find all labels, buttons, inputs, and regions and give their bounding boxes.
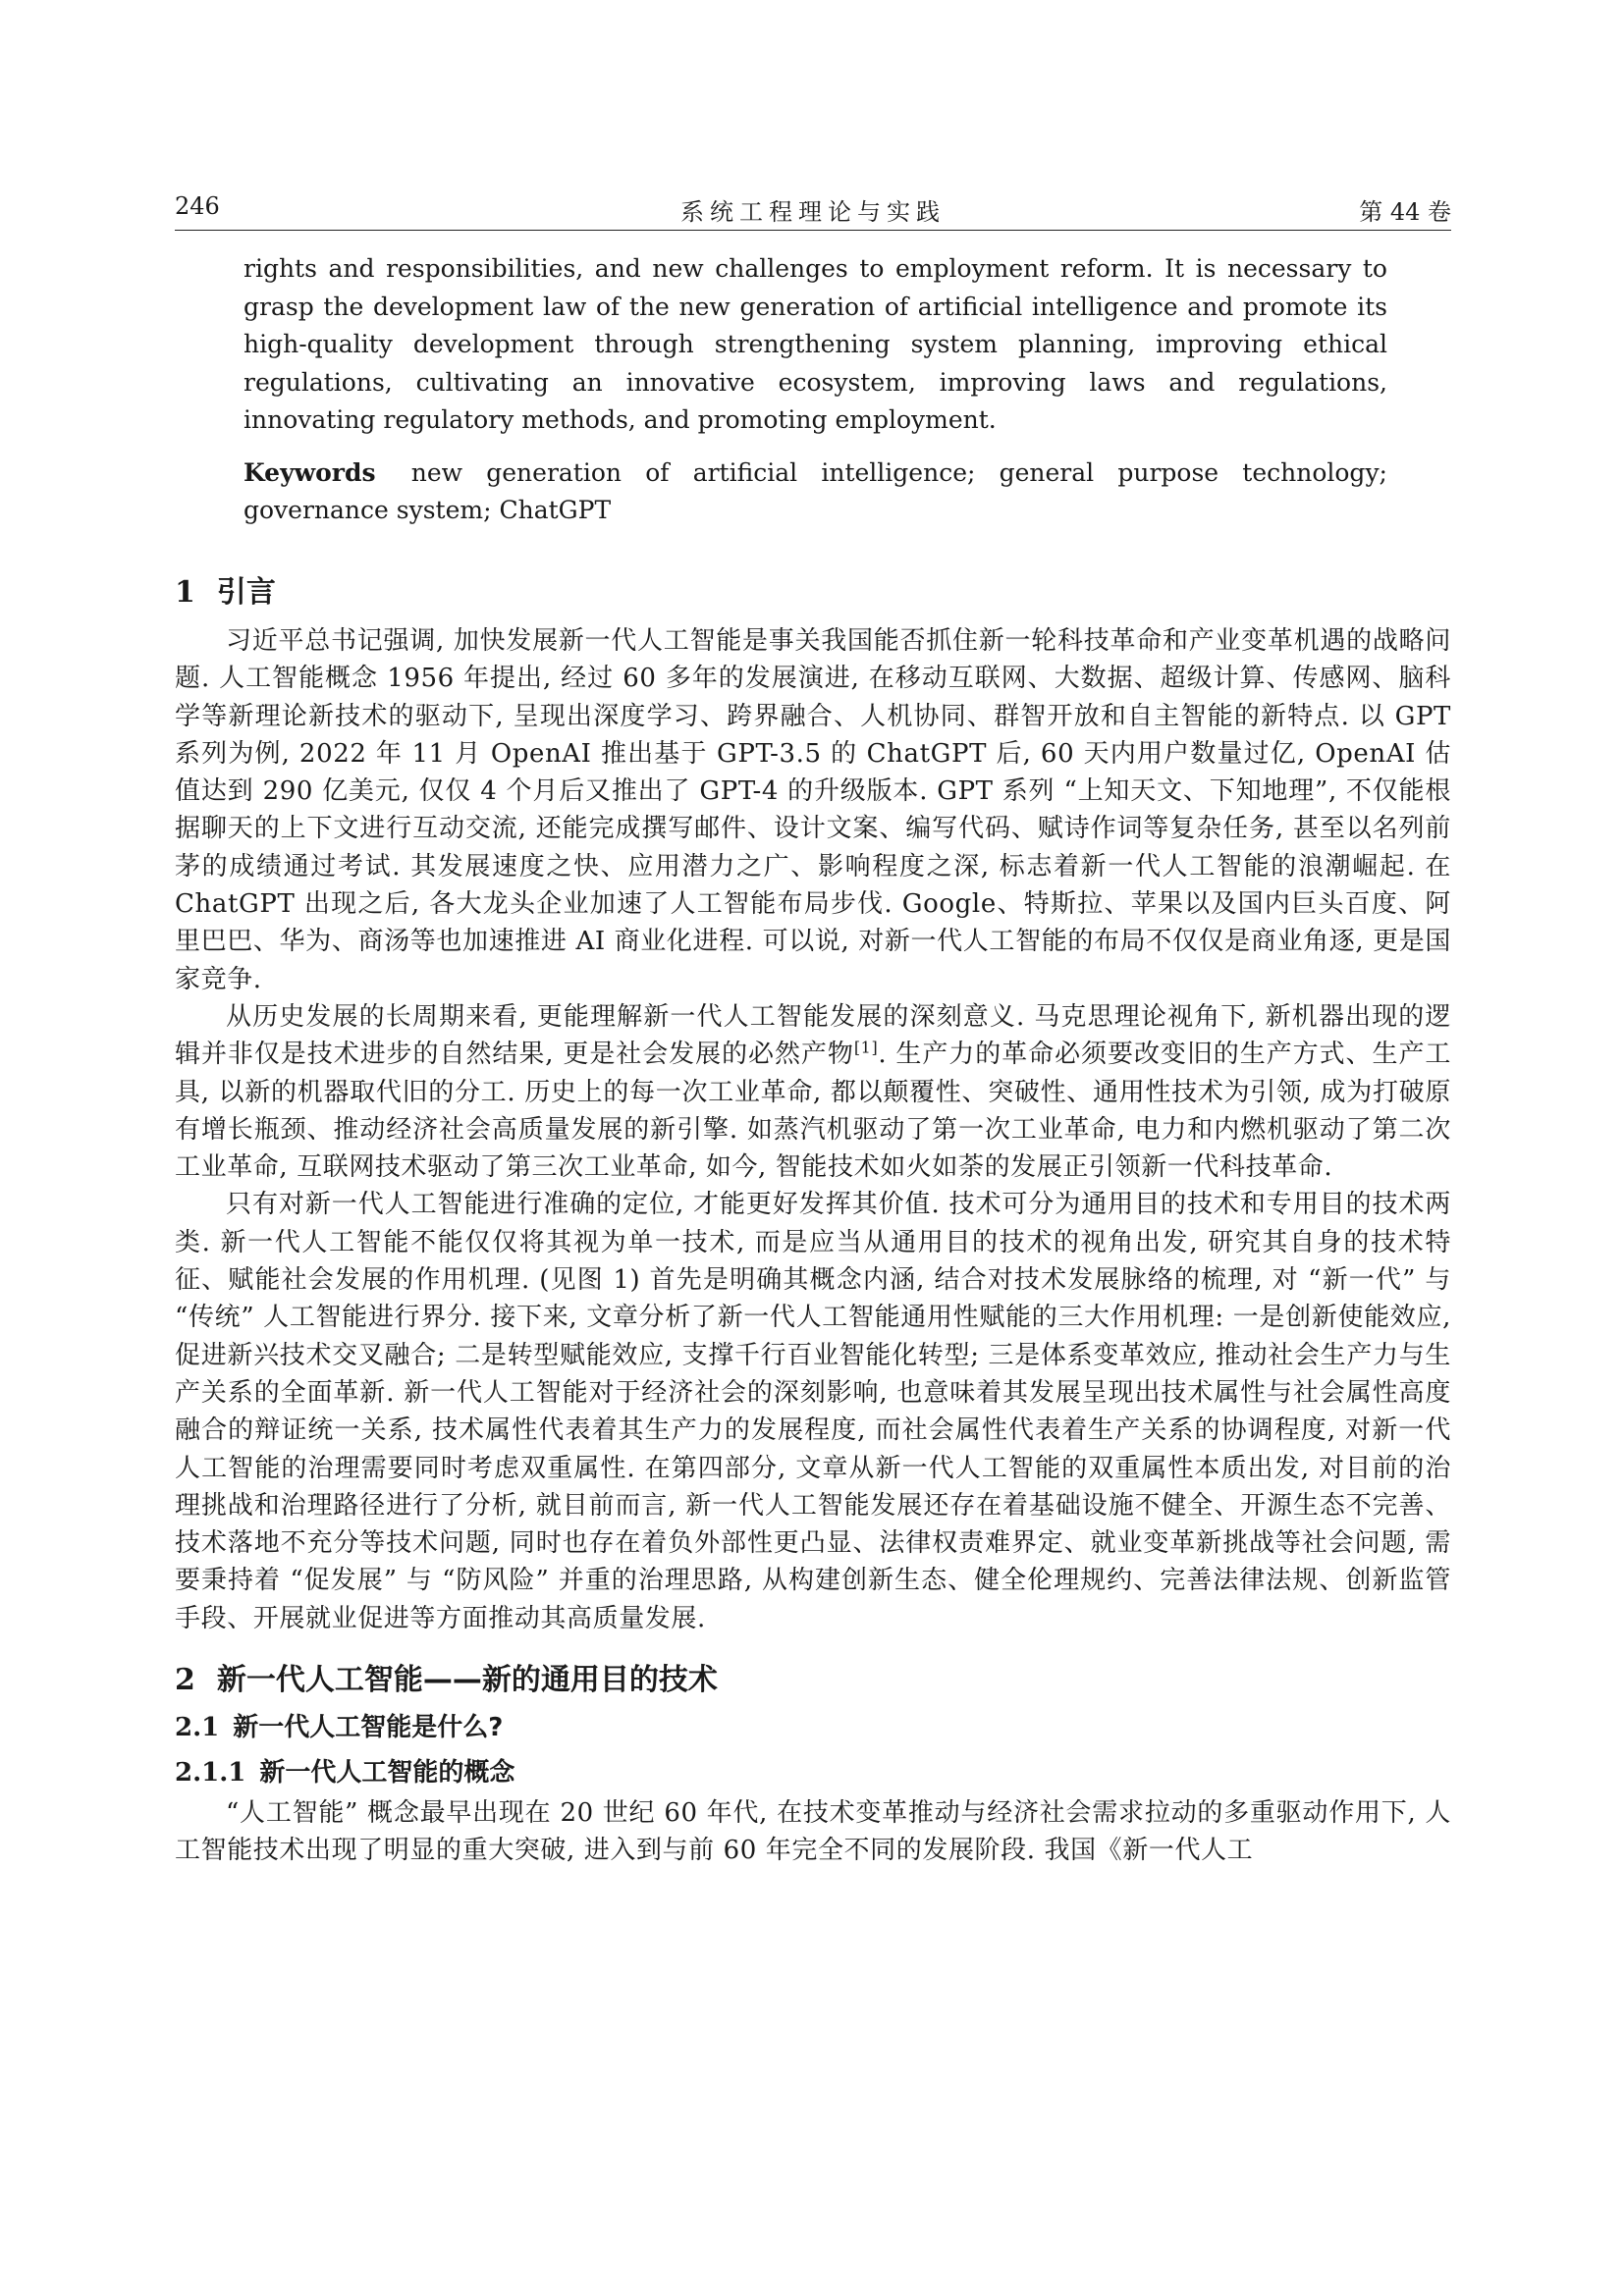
section-number: 2: [175, 1663, 195, 1698]
subsection-number: 2.1.1: [175, 1758, 246, 1789]
subsection-title: 新一代人工智能的概念: [259, 1758, 515, 1789]
paragraph-text: 从历史发展的长周期来看, 更能理解新一代人工智能发展的深刻意义. 马克思理论视角下, 新机器出现的逻辑并非仅是技术进步的自然结果, 更是社会发展的必然产物: [175, 1001, 1451, 1070]
section-title: 引言: [216, 575, 276, 610]
keywords-text: new generation of artificial intelligence; general purpose technology; governance system; ChatGPT: [244, 457, 1387, 524]
running-header: [175, 192, 1451, 232]
header-rule: [175, 230, 1451, 231]
subsection-title: 新一代人工智能是什么?: [233, 1713, 504, 1743]
section-2-heading: [175, 1659, 1451, 1702]
paragraph-intro-3: 只有对新一代人工智能进行准确的定位, 才能更好发挥其价值. 技术可分为通用目的技术和专用目的技术两类. 新一代人工智能不能仅仅将其视为单一技术, 而是应当从通用目的技术的视角出发, 研究其自身的技术特征、赋能社会发展的作用机理. (见图 1) 首先是明确其概念内涵, 结合对技术发展脉络的梳理, 对 “新一代” 与 “传统” 人工智能进行界分. 接下来, 文章分析了新一代人工智能通用性赋能的三大作用机理: 一是创新使能效应, 促进新兴技术交叉融合; 二是转型赋能效应, 支撑千行百业智能化转型; 三是体系变革效应, 推动社会生产力与生产关系的全面革新. 新一代人工智能对于经济社会的深刻影响, 也意味着其发展呈现出技术属性与社会属性高度融合的辩证统一关系, 技术属性代表着其生产力的发展程度, 而社会属性代表着生产关系的协调程度, 对新一代人工智能的治理需要同时考虑双重属性. 在第四部分, 文章从新一代人工智能的双重属性本质出发, 对目前的治理挑战和治理路径进行了分析, 就目前而言, 新一代人工智能发展还存在着基础设施不健全、开源生态不完善、技术落地不充分等技术问题, 同时也存在着负外部性更凸显、法律权责难界定、就业变革新挑战等社会问题, 需要秉持着 “促发展” 与 “防风险” 并重的治理思路, 从构建创新生态、健全伦理规约、完善法律法规、创新监管手段、开展就业促进等方面推动其高质量发展.: [175, 1190, 1451, 1633]
paragraph-intro-1: 习近平总书记强调, 加快发展新一代人工智能是事关我国能否抓住新一轮科技革命和产业变革机遇的战略问题. 人工智能概念 1956 年提出, 经过 60 多年的发展演进, 在移动互联网、大数据、超级计算、传感网、脑科学等新理论新技术的驱动下, 呈现出深度学习、跨界融合、人机协同、群智开放和自主智能的新特点. 以 GPT 系列为例, 2022 年 11 月 OpenAI 推出基于 GPT-3.5 的 ChatGPT 后, 60 天内用户数量过亿, OpenAI 估值达到 290 亿美元, 仅仅 4 个月后又推出了 GPT-4 的升级版本. GPT 系列 “上知天文、下知地理”, 不仅能根据聊天的上下文进行互动交流, 还能完成撰写邮件、设计文案、编写代码、赋诗作词等复杂任务, 甚至以名列前茅的成绩通过考试. 其发展速度之快、应用潜力之广、影响程度之深, 标志着新一代人工智能的浪潮崛起. 在 ChatGPT 出现之后, 各大龙头企业加速了人工智能布局步伐. Google、特斯拉、苹果以及国内巨头百度、阿里巴巴、华为、商汤等也加速推进 AI 商业化进程. 可以说, 对新一代人工智能的布局不仅仅是商业角逐, 更是国家竞争.: [175, 626, 1451, 994]
paragraph-text: . 生产力的革命必须要改变旧的生产方式、生产工具, 以新的机器取代旧的分工. 历史上的每一次工业革命, 都以颠覆性、突破性、通用性技术为引领, 成为打破原有增长瓶颈、推动经济社会高质量发展的新引擎. 如蒸汽机驱动了第一次工业革命, 电力和内燃机驱动了第二次工业革命, 互联网技术驱动了第三次工业革命, 如今, 智能技术如火如荼的发展正引领新一代科技革命.: [175, 1040, 1451, 1183]
subsection-2-1-heading: [175, 1708, 1451, 1747]
section-title: 新一代人工智能——新的通用目的技术: [216, 1663, 718, 1698]
citation-ref: [1]: [853, 1038, 879, 1057]
english-abstract: [244, 250, 1387, 530]
journal-title: 系统工程理论与实践: [680, 198, 946, 226]
volume-label: 第 44 卷: [1359, 198, 1451, 226]
subsection-2-1-1-heading: [175, 1753, 1451, 1792]
keywords-label: Keywords: [244, 457, 376, 487]
section-number: 1: [175, 575, 195, 610]
paragraph-concept: “人工智能” 概念最早出现在 20 世纪 60 年代, 在技术变革推动与经济社会需求拉动的多重驱动作用下, 人工智能技术出现了明显的重大突破, 进入到与前 60 年完全不同的发展阶段. 我国《新一代人工: [175, 1798, 1451, 1866]
page-number: 246: [175, 192, 220, 220]
section-1-heading: [175, 571, 1451, 614]
keywords-line: [244, 454, 1387, 530]
paragraph-intro-2: [175, 998, 1451, 1186]
main-text: [175, 571, 1451, 1870]
abstract-text: rights and responsibilities, and new challenges to employment reform. It is necessary to grasp the development law of the new generation of artificial intelligence and promote its high-quality development through strengthening system planning, improving ethical regulations, cultivating an innovative ecosystem, improving laws and regulations, innovating regulatory methods, and promoting employment.: [244, 254, 1387, 434]
subsection-number: 2.1: [175, 1713, 220, 1743]
